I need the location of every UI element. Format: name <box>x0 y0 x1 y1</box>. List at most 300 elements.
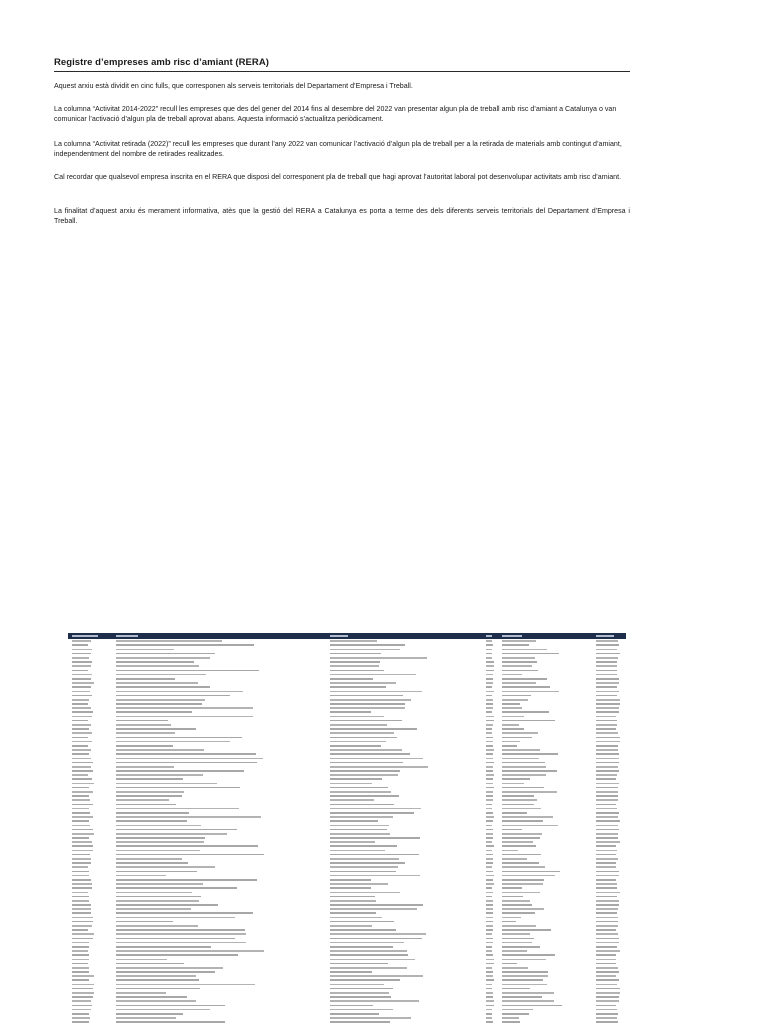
table-cell <box>330 686 386 688</box>
table-cell <box>330 720 402 722</box>
table-cell <box>486 862 493 864</box>
table-cell <box>502 892 540 894</box>
table-cell <box>502 720 555 722</box>
table-cell <box>596 749 618 751</box>
table-cell <box>486 929 493 931</box>
table-cell <box>502 984 547 986</box>
table-cell <box>486 1000 494 1002</box>
table-cell <box>116 837 205 839</box>
activity-2014-2022-paragraph: La columna “Activitat 2014-2022” recull les empreses que des del gener del 2014 fins al desembre del 2022 van presentar algun pla de treball amb risc d’amiant a Catalunya o van comunicar l’activació d’algun pla de treball aprovat abans. Aquesta informació s’actualitza periòdicament. <box>54 105 617 123</box>
table-cell <box>486 778 493 780</box>
table-cell <box>72 720 88 722</box>
table-cell <box>502 959 546 961</box>
table-cell <box>486 737 493 739</box>
table-cell <box>486 691 494 693</box>
table-cell <box>330 703 405 705</box>
table-cell <box>330 866 398 868</box>
table-cell <box>116 732 175 734</box>
table-cell <box>502 833 542 835</box>
table-cell <box>502 871 560 873</box>
table-cell <box>502 946 540 948</box>
table-cell <box>116 841 204 843</box>
table-cell <box>502 971 548 973</box>
reminder-paragraph: Cal recordar que qualsevol empresa inscrita en el RERA que disposi del corresponent pla de treball que hagi aprovat l’autoritat laboral pot desenvolupar activitats amb risc d’amiant. <box>54 173 622 181</box>
table-cell <box>502 758 539 760</box>
table-cell <box>330 938 422 940</box>
table-cell <box>596 892 620 894</box>
table-cell <box>596 896 617 898</box>
table-cell <box>486 866 492 868</box>
table-cell <box>330 967 407 969</box>
table-cell <box>596 883 617 885</box>
table-cell <box>502 778 530 780</box>
table-cell <box>596 996 619 998</box>
table-cell <box>330 908 417 910</box>
table-cell <box>72 783 94 785</box>
table-cell <box>116 799 169 801</box>
table-cell <box>502 649 547 651</box>
table-cell <box>502 753 558 755</box>
table-cell <box>502 674 522 676</box>
table-cell <box>486 695 492 697</box>
table-cell <box>330 858 399 860</box>
table-cell <box>596 762 619 764</box>
table-cell <box>502 665 532 667</box>
table-cell <box>486 741 493 743</box>
table-cell <box>486 678 493 680</box>
table-cell <box>116 896 201 898</box>
table-cell <box>486 1021 493 1023</box>
table-cell <box>596 695 617 697</box>
table-cell <box>116 749 204 751</box>
table-cell <box>330 657 427 659</box>
table-cell <box>486 1013 492 1015</box>
table-cell <box>72 686 91 688</box>
table-cell <box>330 695 403 697</box>
table-cell <box>72 988 93 990</box>
table-cell <box>486 908 493 910</box>
table-cell <box>72 762 93 764</box>
companies-table-body <box>68 639 626 1024</box>
table-cell <box>486 925 493 927</box>
table-cell <box>486 799 493 801</box>
table-cell <box>502 741 520 743</box>
table-cell <box>596 707 619 709</box>
table-cell <box>486 657 492 659</box>
table-cell <box>72 644 88 646</box>
table-cell <box>116 686 210 688</box>
table-cell <box>72 703 88 705</box>
table-cell <box>486 988 492 990</box>
table-cell <box>502 640 536 642</box>
table-cell <box>596 657 618 659</box>
table-cell <box>116 808 239 810</box>
table-cell <box>596 674 617 676</box>
table-cell <box>72 825 90 827</box>
table-cell <box>72 732 92 734</box>
table-cell <box>330 892 400 894</box>
table-cell <box>116 657 210 659</box>
table-cell <box>596 787 618 789</box>
table-cell <box>596 971 619 973</box>
table-cell <box>596 871 619 873</box>
table-cell <box>502 950 527 952</box>
table-cell <box>330 674 416 676</box>
table-cell <box>330 741 386 743</box>
table-cell <box>72 1005 92 1007</box>
table-cell <box>596 1005 616 1007</box>
table-cell <box>72 791 93 793</box>
table-cell <box>486 900 493 902</box>
table-cell <box>72 959 89 961</box>
table-cell <box>116 644 254 646</box>
table-cell <box>116 724 171 726</box>
table-cell <box>486 649 492 651</box>
table-cell <box>596 963 616 965</box>
table-cell <box>596 644 619 646</box>
table-cell <box>486 758 493 760</box>
table-cell <box>116 883 203 885</box>
table-cell <box>596 661 617 663</box>
table-cell <box>330 749 402 751</box>
table-cell <box>596 795 618 797</box>
table-cell <box>72 816 93 818</box>
table-cell <box>72 741 92 743</box>
table-cell <box>116 1005 225 1007</box>
table-cell <box>330 678 373 680</box>
table-cell <box>72 665 91 667</box>
table-cell <box>330 975 423 977</box>
table-cell <box>330 992 389 994</box>
table-cell <box>502 745 517 747</box>
table-cell <box>330 758 423 760</box>
table-cell <box>330 799 374 801</box>
table-cell <box>486 711 492 713</box>
table-cell <box>330 691 422 693</box>
table-cell <box>116 908 191 910</box>
table-cell <box>116 950 264 952</box>
table-cell <box>502 795 534 797</box>
table-cell <box>486 971 493 973</box>
table-cell <box>486 745 493 747</box>
table-cell <box>72 774 88 776</box>
table-cell <box>502 925 536 927</box>
table-cell <box>116 649 174 651</box>
table-cell <box>72 833 94 835</box>
table-cell <box>502 707 522 709</box>
table-cell <box>116 825 201 827</box>
table-cell <box>72 858 91 860</box>
table-cell <box>486 967 492 969</box>
table-cell <box>116 866 215 868</box>
table-cell <box>330 845 397 847</box>
table-cell <box>502 975 548 977</box>
table-cell <box>596 912 617 914</box>
table-cell <box>330 724 387 726</box>
table-cell <box>502 1000 554 1002</box>
table-cell <box>116 833 227 835</box>
table-cell <box>486 959 494 961</box>
table-cell <box>486 837 493 839</box>
table-cell <box>116 653 215 655</box>
table-cell <box>330 640 377 642</box>
table-cell <box>330 1005 373 1007</box>
table-cell <box>72 929 88 931</box>
table-cell <box>486 820 493 822</box>
table-cell <box>72 691 90 693</box>
table-cell <box>486 933 492 935</box>
table-cell <box>486 728 492 730</box>
table-cell <box>330 661 380 663</box>
table-cell <box>116 678 175 680</box>
table-cell <box>330 1017 411 1019</box>
table-cell <box>330 979 400 981</box>
table-cell <box>72 971 89 973</box>
table-cell <box>486 703 493 705</box>
table-cell <box>330 841 375 843</box>
table-cell <box>72 728 89 730</box>
table-cell <box>330 670 384 672</box>
table-cell <box>596 841 620 843</box>
table-cell <box>596 745 618 747</box>
table-cell <box>486 816 494 818</box>
table-cell <box>330 912 376 914</box>
table-cell <box>116 795 182 797</box>
table-cell <box>72 1000 91 1002</box>
table-cell <box>502 879 544 881</box>
table-cell <box>502 774 546 776</box>
table-cell <box>486 724 493 726</box>
table-cell <box>116 854 264 856</box>
table-cell <box>486 954 493 956</box>
table-cell <box>486 699 493 701</box>
table-cell <box>330 795 399 797</box>
table-cell <box>330 711 371 713</box>
table-cell <box>116 778 183 780</box>
table-cell <box>116 992 166 994</box>
table-cell <box>486 841 492 843</box>
table-cell <box>116 745 173 747</box>
table-cell <box>596 653 620 655</box>
companies-table <box>68 633 626 1024</box>
table-cell <box>596 778 616 780</box>
table-cell <box>116 975 196 977</box>
table-cell <box>502 737 532 739</box>
table-cell <box>502 866 545 868</box>
document-title: Registre d’empreses amb risc d’amiant (RERA) <box>54 57 269 68</box>
table-cell <box>486 879 493 881</box>
table-cell <box>72 883 92 885</box>
table-cell <box>486 770 493 772</box>
purpose-paragraph: La finalitat d’aquest arxiu és merament informativa, atès que la gestió del RERA a Catalunya es porta a terme des dels diferents serveis territorials del Departament d’Empresa i Treball. <box>54 207 630 225</box>
table-cell <box>486 833 493 835</box>
table-cell <box>486 682 493 684</box>
table-cell <box>502 770 557 772</box>
table-cell <box>502 996 542 998</box>
table-cell <box>502 933 530 935</box>
table-cell <box>596 816 618 818</box>
table-cell <box>330 812 414 814</box>
table-cell <box>486 992 493 994</box>
table-cell <box>596 699 620 701</box>
table-cell <box>72 682 94 684</box>
table-cell <box>330 682 396 684</box>
table-cell <box>116 758 263 760</box>
table-cell <box>502 875 555 877</box>
table-cell <box>116 871 197 873</box>
table-cell <box>72 799 90 801</box>
table-cell <box>330 783 372 785</box>
table-cell <box>502 988 530 990</box>
table-cell <box>330 883 388 885</box>
table-cell <box>116 1000 196 1002</box>
table-cell <box>330 963 388 965</box>
table-cell <box>330 1013 379 1015</box>
table-cell <box>330 699 411 701</box>
table-cell <box>330 942 404 944</box>
table-cell <box>486 707 493 709</box>
table-cell <box>72 871 89 873</box>
table-cell <box>596 984 617 986</box>
table-cell <box>502 829 522 831</box>
table-cell <box>116 783 217 785</box>
table-cell <box>116 791 184 793</box>
table-cell <box>72 737 88 739</box>
table-cell <box>502 787 544 789</box>
table-cell <box>330 896 375 898</box>
table-cell <box>330 732 394 734</box>
table-cell <box>72 661 92 663</box>
table-cell <box>502 653 559 655</box>
table-cell <box>596 938 619 940</box>
table-cell <box>330 871 396 873</box>
table-cell <box>502 887 522 889</box>
table-cell <box>486 653 492 655</box>
table-cell <box>596 950 620 952</box>
table-cell <box>486 686 492 688</box>
table-cell <box>330 950 407 952</box>
table-cell <box>596 845 616 847</box>
activity-retirada-2022-paragraph: La columna “Activitat retirada (2022)” recull les empreses que durant l’any 2022 van comunicar l’activació d’algun pla de treball per a la retirada de materials amb contingut d’amiant, independentment del nombre de retirades realitzades. <box>54 140 622 158</box>
table-cell <box>502 1013 529 1015</box>
table-cell <box>72 804 93 806</box>
table-cell <box>330 820 378 822</box>
table-cell <box>116 762 257 764</box>
table-cell <box>596 1000 619 1002</box>
table-cell <box>330 929 396 931</box>
table-cell <box>330 933 426 935</box>
table-cell <box>330 816 393 818</box>
table-cell <box>72 770 93 772</box>
table-cell <box>596 682 619 684</box>
table-cell <box>486 850 492 852</box>
table-cell <box>502 854 541 856</box>
table-cell <box>486 858 493 860</box>
table-cell <box>116 946 211 948</box>
table-cell <box>72 917 93 919</box>
table-cell <box>486 795 493 797</box>
table-cell <box>72 875 89 877</box>
table-cell <box>72 724 91 726</box>
table-cell <box>502 1021 520 1023</box>
table-cell <box>596 862 616 864</box>
table-cell <box>116 996 187 998</box>
table-cell <box>596 954 616 956</box>
table-cell <box>116 1021 225 1023</box>
table-cell <box>596 812 619 814</box>
table-cell <box>116 711 192 713</box>
table-cell <box>116 753 256 755</box>
table-cell <box>502 917 521 919</box>
table-cell <box>330 850 385 852</box>
table-cell <box>596 975 616 977</box>
table-cell <box>72 787 89 789</box>
table-cell <box>116 661 194 663</box>
table-cell <box>116 984 255 986</box>
table-cell <box>72 845 93 847</box>
table-cell <box>596 691 619 693</box>
table-cell <box>330 644 405 646</box>
table-cell <box>72 795 89 797</box>
table-cell <box>486 875 494 877</box>
table-cell <box>596 933 618 935</box>
table-cell <box>116 959 167 961</box>
table-cell <box>486 674 493 676</box>
table-cell <box>116 942 246 944</box>
table-cell <box>116 904 218 906</box>
table-cell <box>72 908 91 910</box>
table-cell <box>116 862 188 864</box>
table-cell <box>72 808 89 810</box>
table-cell <box>596 1017 617 1019</box>
table-cell <box>72 1017 90 1019</box>
table-cell <box>502 954 555 956</box>
table-cell <box>330 787 388 789</box>
table-cell <box>596 988 620 990</box>
table-cell <box>72 657 89 659</box>
table-cell <box>72 946 89 948</box>
table-cell <box>486 808 492 810</box>
table-cell <box>330 837 420 839</box>
table-cell <box>72 766 91 768</box>
table-cell <box>330 774 398 776</box>
table-cell <box>72 933 94 935</box>
table-cell <box>72 829 93 831</box>
table-cell <box>330 996 391 998</box>
table-cell <box>116 770 244 772</box>
table-cell <box>502 812 527 814</box>
table-cell <box>116 707 253 709</box>
table-cell <box>596 728 616 730</box>
table-cell <box>486 892 493 894</box>
table-cell <box>330 984 384 986</box>
table-cell <box>596 917 618 919</box>
table-cell <box>502 992 554 994</box>
table-cell <box>72 699 89 701</box>
table-cell <box>486 665 494 667</box>
table-cell <box>596 858 618 860</box>
table-cell <box>502 791 557 793</box>
table-cell <box>116 816 261 818</box>
table-cell <box>596 854 616 856</box>
table-cell <box>72 711 93 713</box>
table-cell <box>596 929 616 931</box>
table-cell <box>72 912 91 914</box>
table-cell <box>486 1005 494 1007</box>
table-cell <box>502 942 532 944</box>
table-cell <box>116 787 240 789</box>
table-cell <box>596 716 616 718</box>
